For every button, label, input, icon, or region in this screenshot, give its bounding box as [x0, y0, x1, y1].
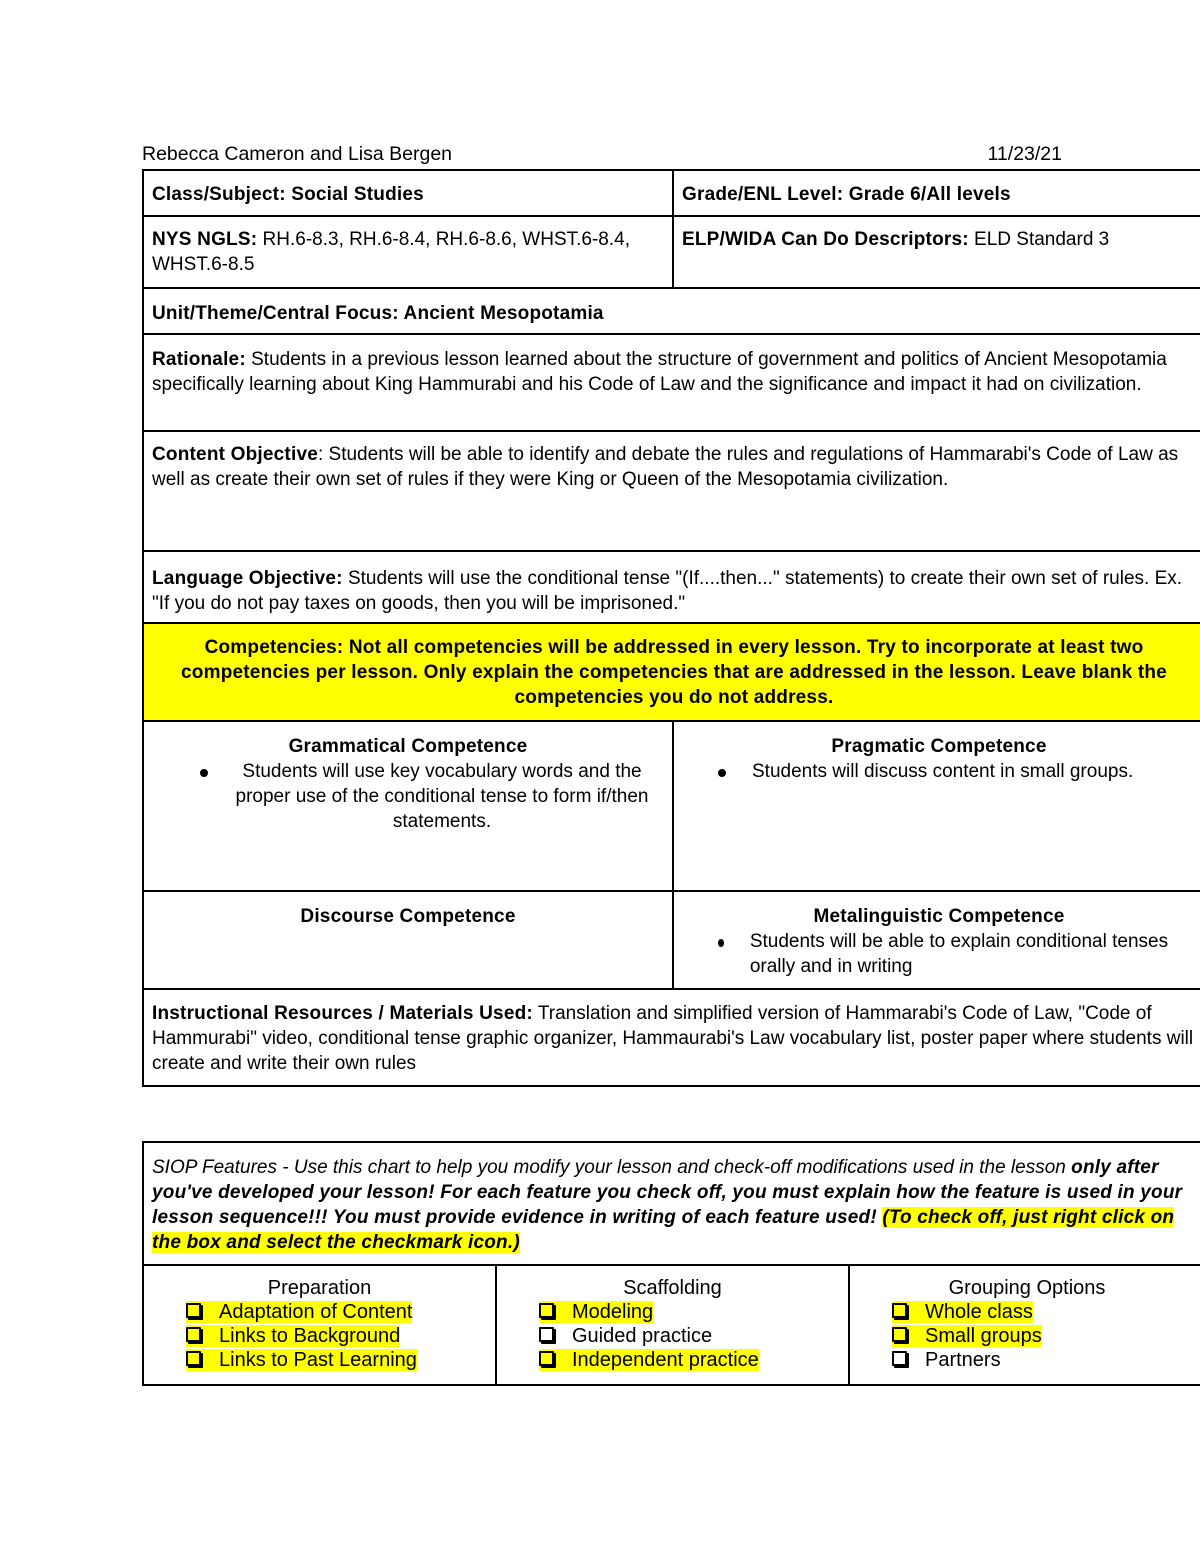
content-objective-value: : Students will be able to identify and debate the rules and regulations of Hammarabi's Code of Law as well as create their own set of rules if they were King or Queen of the Mesopotamia civilization. — [152, 444, 1179, 490]
lesson-plan-table — [142, 169, 1200, 1087]
checkbox-item[interactable]: Links to Background — [186, 1324, 487, 1348]
grouping-column — [849, 1265, 1200, 1385]
checkbox-icon[interactable] — [892, 1303, 907, 1318]
language-objective — [143, 551, 1200, 623]
siop-instructions — [143, 1142, 1200, 1265]
elp-label: ELP/WIDA Can Do Descriptors: — [682, 229, 969, 250]
authors: Rebecca Cameron and Lisa Bergen — [142, 143, 453, 165]
resources — [143, 989, 1200, 1086]
grammatical-item: Students will use key vocabulary words and the proper use of the conditional tense to form if/then statements. — [235, 761, 649, 832]
metalinguistic-competence — [673, 891, 1200, 989]
discourse-title: Discourse Competence — [300, 906, 516, 927]
checkbox-icon[interactable] — [539, 1303, 554, 1318]
pragmatic-competence — [673, 721, 1200, 891]
checkbox-item[interactable]: Guided practice — [539, 1324, 840, 1348]
ngls-value: RH.6-8.3, RH.6-8.4, RH.6-8.6, WHST.6-8.4, WHST.6-8.5 — [152, 229, 630, 275]
bullet-icon — [718, 939, 724, 947]
preparation-title: Preparation — [267, 1277, 372, 1299]
resources-value: Translation and simplified version of Hammarabi's Code of Law, "Code of Hammurabi" video, conditional tense graphic organizer, Hammaurabi's Law vocabulary list, poster paper where students will create and write their own rules — [152, 1003, 1194, 1074]
ngls-label: NYS NGLS: — [152, 229, 258, 250]
elp-value: ELD Standard 3 — [968, 229, 1110, 250]
language-objective-value: Students will use the conditional tense "(If....then..." statements) to create their own set of rules. Ex. "If you do not pay taxes on goods, then you will be imprisoned." — [152, 568, 1183, 614]
checkbox-icon[interactable] — [186, 1303, 201, 1318]
checkbox-item[interactable]: Whole class — [892, 1300, 1196, 1324]
rationale-value: Students in a previous lesson learned about the structure of government and politics of Ancient Mesopotamia specifically learning about King Hammurabi and his Code of Law and the significance and impact it had on civilization. — [152, 349, 1167, 395]
language-objective-label: Language Objective: — [152, 568, 343, 589]
checkbox-item[interactable]: Modeling — [539, 1300, 840, 1324]
content-objective-label: Content Objective — [152, 444, 318, 465]
siop-intro-bold: only after you've developed your lesson! For each feature you check off, you must explain how the feature is used in your lesson sequence!!! You must provide evidence in writing of each feature used! — [152, 1157, 1183, 1228]
checkbox-icon[interactable] — [892, 1327, 907, 1342]
metalinguistic-title: Metalinguistic Competence — [813, 906, 1065, 927]
checkbox-icon[interactable] — [539, 1351, 554, 1366]
resources-label: Instructional Resources / Materials Used: — [152, 1003, 533, 1024]
grade-level: Grade/ENL Level: Grade 6/All levels — [682, 184, 1011, 205]
class-subject: Class/Subject: Social Studies — [152, 184, 424, 205]
discourse-competence — [143, 891, 673, 989]
preparation-column — [143, 1265, 496, 1385]
unit-theme: Unit/Theme/Central Focus: Ancient Mesopotamia — [152, 303, 604, 324]
pragmatic-title: Pragmatic Competence — [831, 736, 1047, 757]
checkbox-item[interactable]: Adaptation of Content — [186, 1300, 487, 1324]
grammatical-title: Grammatical Competence — [288, 736, 528, 757]
grammatical-competence — [143, 721, 673, 891]
checkbox-item[interactable]: Independent practice — [539, 1348, 840, 1372]
checkbox-icon[interactable] — [892, 1351, 907, 1366]
siop-intro-highlight: (To check off, just right click on the box and select the checkmark icon.) — [152, 1207, 1175, 1253]
checkbox-icon[interactable] — [186, 1327, 201, 1342]
checkbox-icon[interactable] — [539, 1327, 554, 1342]
checkbox-item[interactable]: Links to Past Learning — [186, 1348, 487, 1372]
grouping-title: Grouping Options — [948, 1277, 1106, 1299]
scaffolding-title: Scaffolding — [623, 1277, 722, 1299]
bullet-icon — [200, 769, 208, 777]
siop-intro-italic: SIOP Features - Use this chart to help you modify your lesson and check-off modifications used in the lesson — [152, 1157, 1072, 1178]
bullet-icon — [718, 769, 726, 777]
metalinguistic-item: Students will be able to explain conditional tenses orally and in writing — [749, 931, 1169, 977]
ngls-cell — [143, 216, 673, 288]
checkbox-item[interactable]: Partners — [892, 1348, 1196, 1372]
date: 11/23/21 — [987, 143, 1062, 165]
scaffolding-column — [496, 1265, 849, 1385]
rationale-label: Rationale: — [152, 349, 246, 370]
competencies-note: Competencies: Not all competencies will be addressed in every lesson. Try to incorporate at least two competencies per lesson. Only explain the competencies that are addressed in the lesson. Leave blank the competencies you do not address. — [181, 637, 1167, 708]
document-header — [142, 142, 1062, 166]
elp-cell — [673, 216, 1200, 288]
content-objective — [143, 431, 1200, 551]
rationale — [143, 334, 1200, 431]
checkbox-item[interactable]: Small groups — [892, 1324, 1196, 1348]
siop-table — [142, 1141, 1200, 1386]
pragmatic-item: Students will discuss content in small groups. — [752, 761, 1134, 782]
checkbox-icon[interactable] — [186, 1351, 201, 1366]
